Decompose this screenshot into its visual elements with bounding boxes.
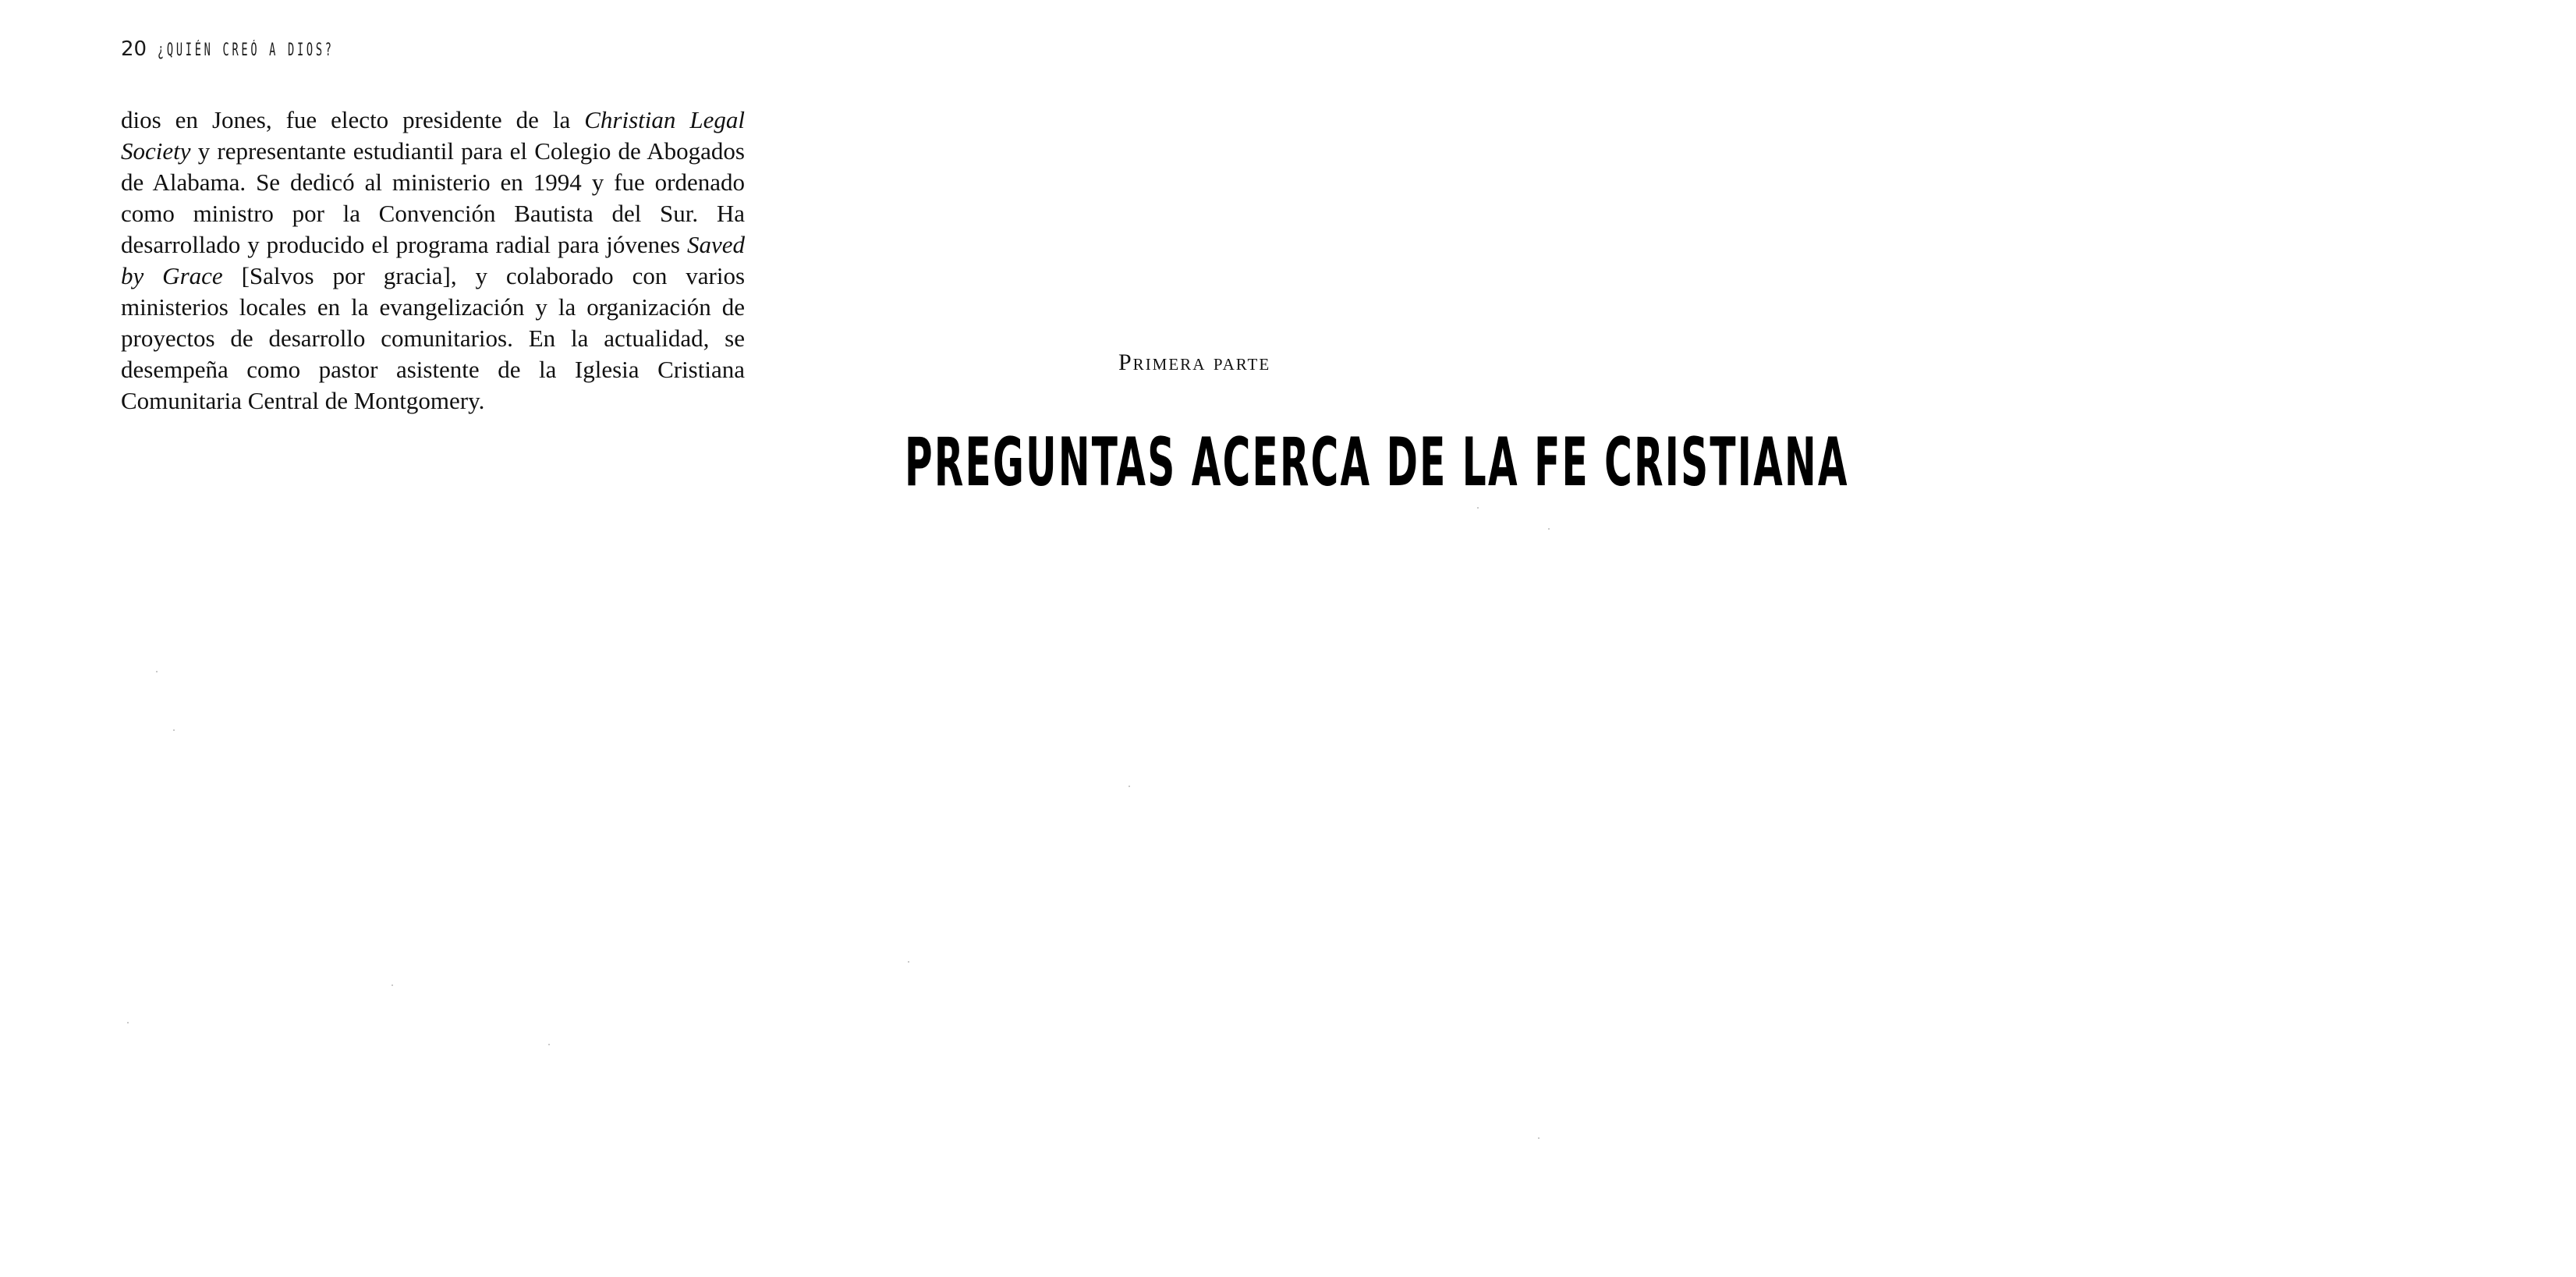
body-paragraph [121,105,745,417]
scan-speck [127,1022,129,1023]
running-title: ¿QUIÉN CREÓ A DIOS? [158,41,335,60]
italic-title-christian-legal-society: Christian Legal Society [121,106,745,165]
part-title-text: PREGUNTAS ACERCA DE LA FE CRISTIANA [905,424,1849,502]
scan-speck [1129,786,1130,787]
italic-title-saved-by-grace: Saved by Grace [121,231,745,289]
scan-speck [1538,1137,1540,1139]
paragraph-text-2: y representante estudiantil para el Colegio de Abogados de Alabama. Se dedicó al ministerio en 1994 y fue ordenado como ministro por la Convención Bautista del Sur. Ha desarrollado y producido el programa radial para jóvenes [121,137,745,258]
part-label: Primera parte [1118,349,1271,375]
scan-speck [173,729,175,731]
page-header [121,37,443,62]
paragraph-text-1: dios en Jones, fue electo presidente de la [121,106,585,133]
scan-speck [908,961,909,963]
scan-speck [1477,507,1479,509]
part-title [905,424,1849,502]
scan-speck [392,984,393,986]
scan-speck [548,1044,550,1045]
page-number: 20 [121,37,147,61]
scan-speck [1548,528,1550,530]
paragraph [121,105,745,417]
paragraph-text-3: [Salvos por gracia], y colaborado con varios ministerios locales en la evangelización y la organización de proyectos de desarrollo comunitarios. En la actualidad, se desempeña como pastor asistente de la Iglesia Cristiana Comunitaria Central de Montgomery. [121,262,746,414]
scan-speck [156,671,158,672]
